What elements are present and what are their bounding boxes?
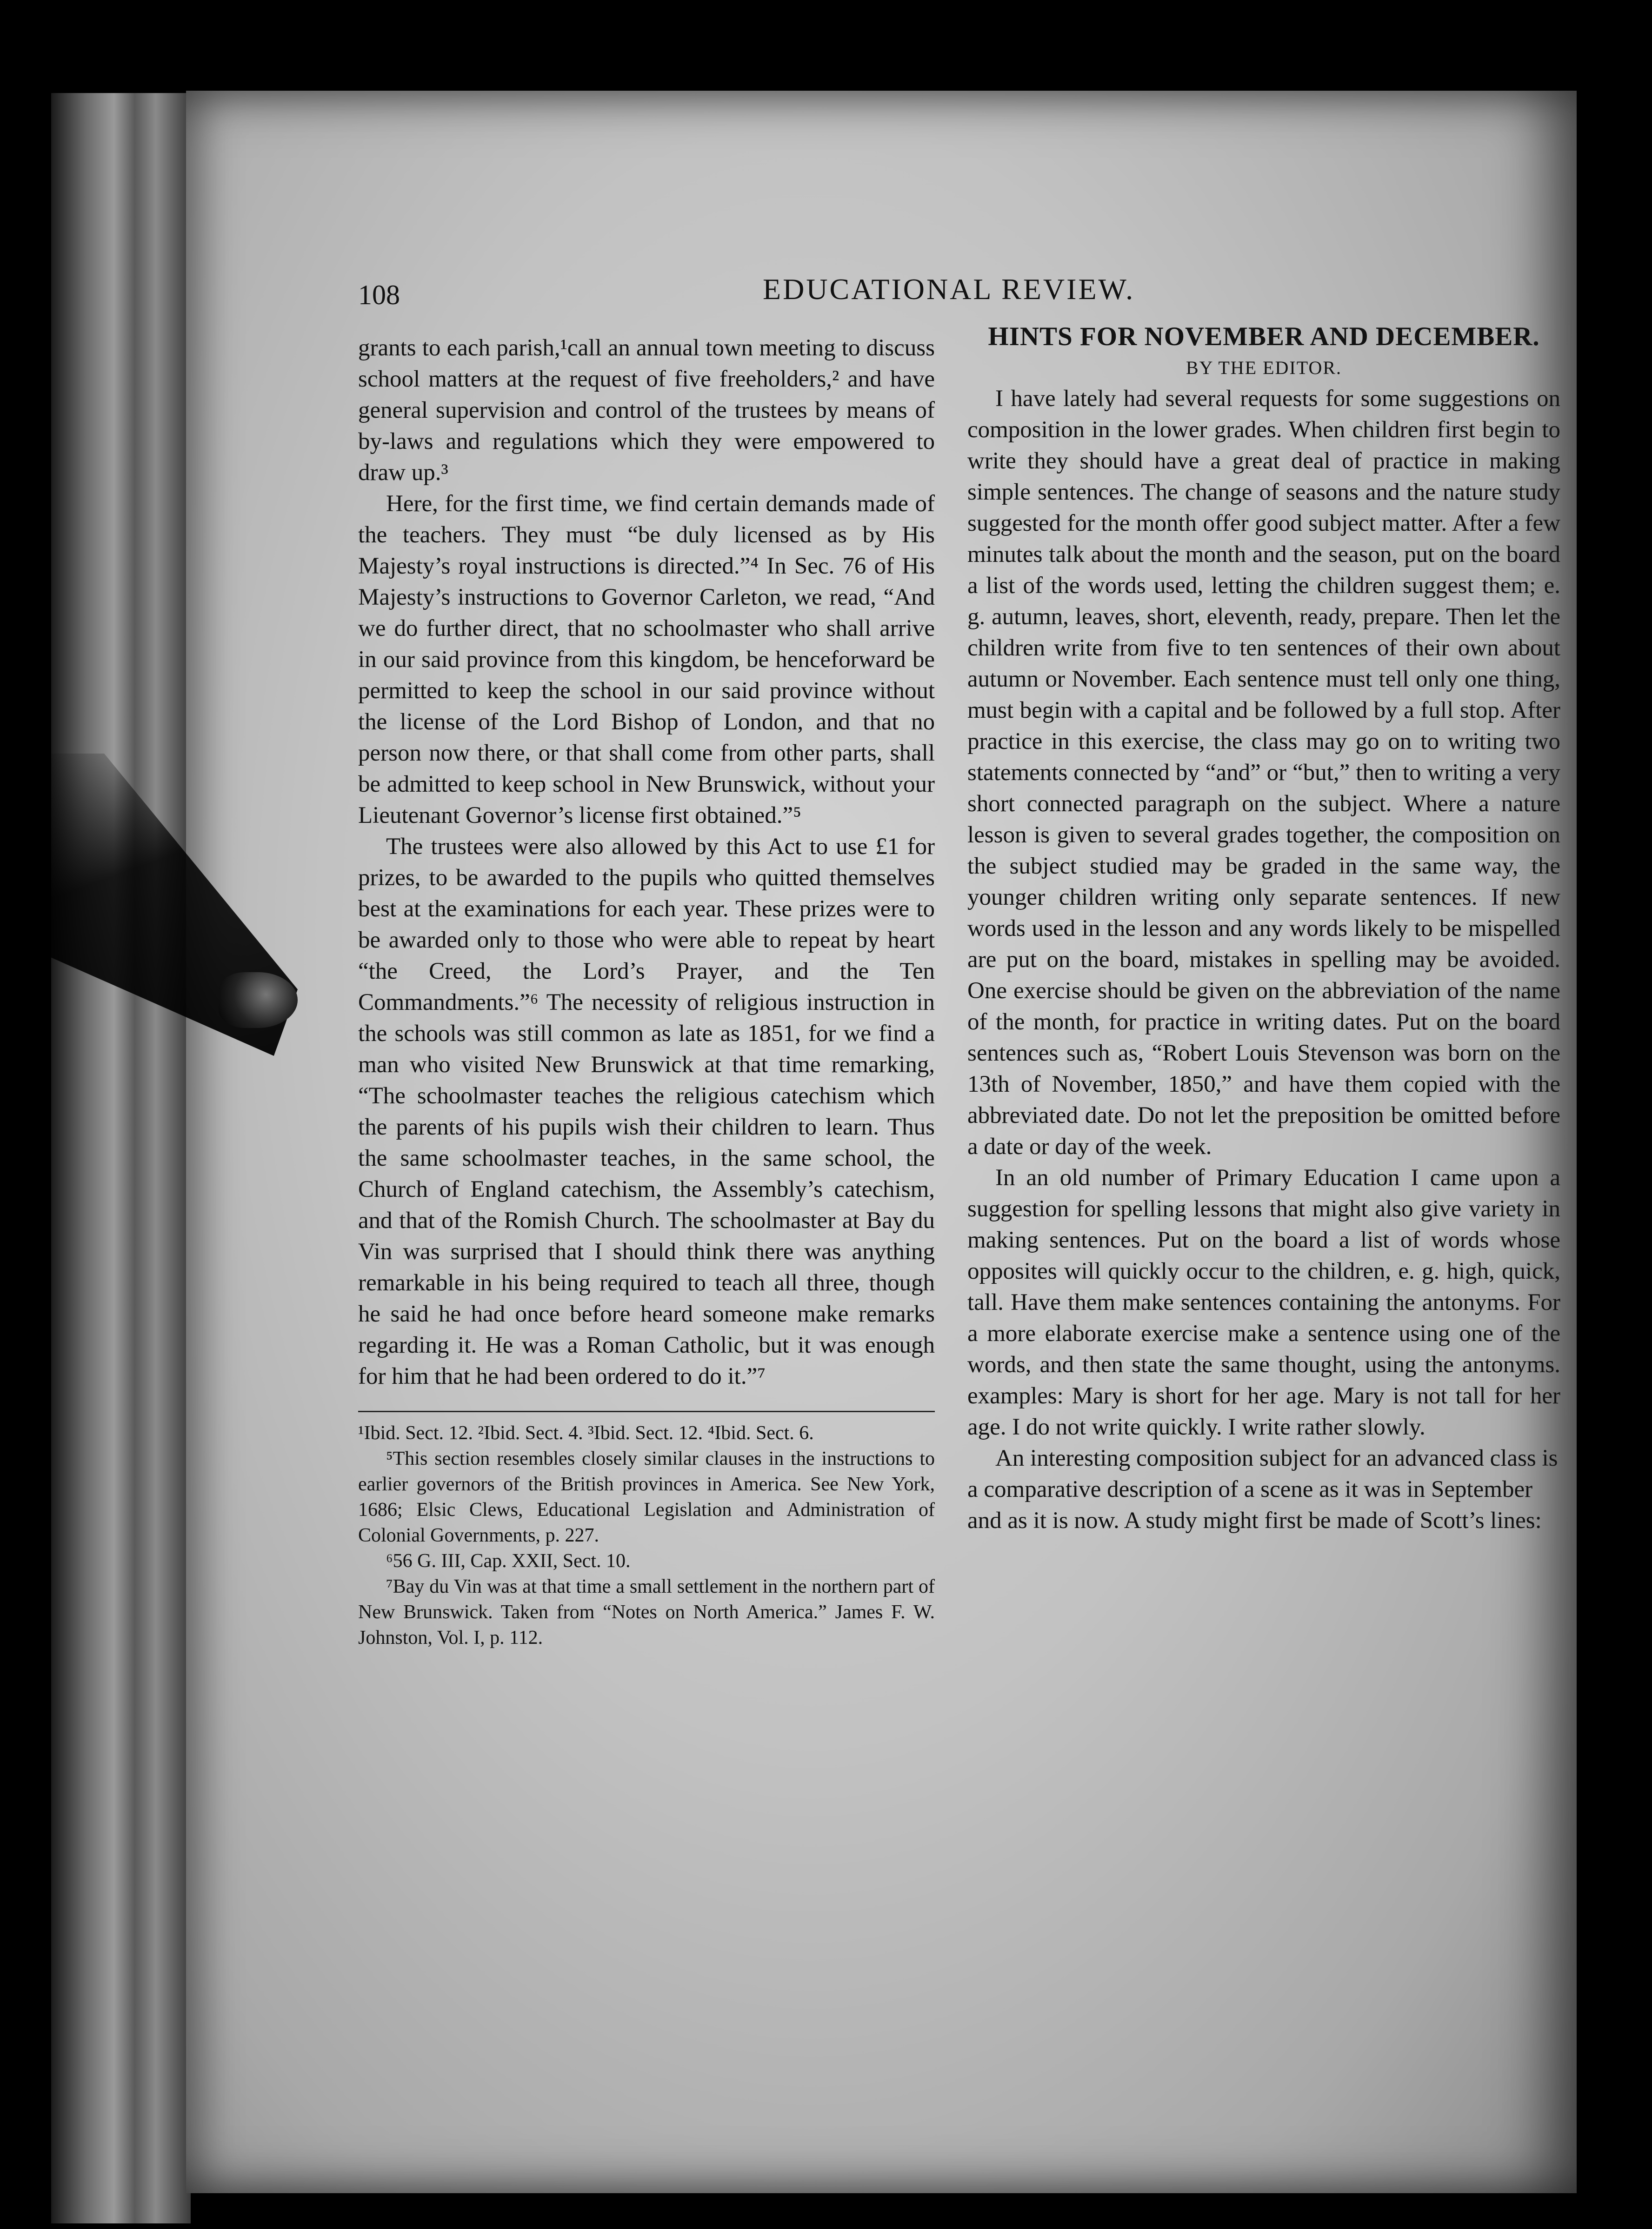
pointer-tip — [219, 972, 298, 1028]
right-column — [967, 321, 1560, 1536]
left-column — [358, 333, 935, 1651]
right-paragraph: I have lately had several requests for some suggestions on composition in the lower grades. When children first begin to write they should have a great deal of practice in making simple sentences. The change of seasons and the nature study suggested for the month offer good subject matter. After a few minutes talk about the month and the season, put on the board a list of the words used, letting the children suggest them; e. g. autumn, leaves, short, eleventh, ready, prepare. Then let the children write from five to ten sentences of their own about autumn or November. Each sentence must tell only one thing, must begin with a capital and be followed by a full stop. After practice in this exercise, the class may go on to writing two statements connected by “and” or “but,” then to writing a very short connected paragraph on the subject. Where a nature lesson is given to several grades together, the composition on the subject studied may be graded in the same way, the younger children writing only separate sentences. If new words used in the lesson and any words likely to be mispelled are put on the board, mistakes in spelling may be avoided. One exercise should be given on the abbreviation of the name of the month, for practice in writing dates. Put on the board sentences such as, “Robert Louis Stevenson was born on the 13th of November, 1850,” and have them copied with the abbreviated date. Do not let the preposition be omitted before a date or day of the week. — [967, 386, 1560, 1160]
book-edge — [51, 93, 191, 2223]
footnote: ⁵This section resembles closely similar clauses in the instructions to earlier governors of the British provinces in America. See New York, 1686; Elsic Clews, Educational Legislation and Administration of Colonial Governments, p. 227. — [358, 1448, 935, 1546]
footnote-divider — [358, 1411, 935, 1412]
right-paragraph: In an old number of Primary Education I came upon a suggestion for spelling lessons that might also give variety in making sentences. Put on the board a list of words whose opposites will quickly occur to the children, e. g. high, quick, tall. Have them make sentences containing the antonyms. For a more elaborate exercise make a sentence using one of the words, and then state the same thought, using the antonyms. examples: Mary is short for her age. Mary is not tall for her age. I do not write quickly. I write rather slowly. — [967, 1165, 1560, 1440]
left-paragraph: Here, for the first time, we find certain demands made of the teachers. They must “be duly licensed as by His Majesty’s royal instructions is directed.”⁴ In Sec. 76 of His Majesty’s instructions to Governor Carleton, we read, “And we do further direct, that no schoolmaster who shall arrive in our said province from this kingdom, be henceforward be permitted to keep the school in our said province without the license of the Lord Bishop of London, and that no person now there, or that shall come from other parts, shall be admitted to keep school in New Brunswick, without your Lieutenant Governor’s license first obtained.”⁵ — [358, 491, 935, 828]
byline: BY THE EDITOR. — [1186, 357, 1342, 378]
footnotes — [358, 1421, 935, 1651]
article-title: HINTS FOR NOVEMBER AND DECEMBER. — [988, 322, 1540, 351]
footnote: ⁶56 G. III, Cap. XXII, Sect. 10. — [386, 1550, 631, 1572]
footnote: ¹Ibid. Sect. 12. ²Ibid. Sect. 4. ³Ibid. Sect. 12. ⁴Ibid. Sect. 6. — [358, 1422, 814, 1444]
page-number: 108 — [358, 280, 400, 310]
running-head: EDUCATIONAL REVIEW. — [763, 273, 1135, 306]
footnote: ⁷Bay du Vin was at that time a small settlement in the northern part of New Brunswick. Taken from “Notes on North America.” James F. W. Johnston, Vol. I, p. 112. — [358, 1576, 935, 1648]
right-paragraph: An interesting composition subject for an advanced class is a comparative description of a scene as it was in September and as it is now. A study might first be made of Scott’s lines: — [967, 1445, 1558, 1534]
left-paragraph: grants to each parish,¹call an annual town meeting to discuss school matters at the request of five freeholders,² and have general supervision and control of the trustees by means of by-laws and regulations which they were empowered to draw up.³ — [358, 335, 935, 486]
left-paragraph: The trustees were also allowed by this Act to use £1 for prizes, to be awarded to the pupils who quitted themselves best at the examinations for each year. These prizes were to be awarded only to those who were able to repeat by heart “the Creed, the Lord’s Prayer, and the Ten Commandments.”⁶ The necessity of religious instruction in the schools was still common as late as 1851, for we find a man who visited New Brunswick at that time remarking, “The schoolmaster teaches the religious catechism which the parents of his pupils wish their children to learn. Thus the same schoolmaster teaches, in the same school, the Church of England catechism, the Assembly’s catechism, and that of the Romish Church. The schoolmaster at Bay du Vin was surprised that I should think there was anything remarkable in his being required to teach all three, though he said he had once before heard someone make remarks regarding it. He was a Roman Catholic, but it was enough for him that he had been ordered to do it.”⁷ — [358, 834, 935, 1389]
